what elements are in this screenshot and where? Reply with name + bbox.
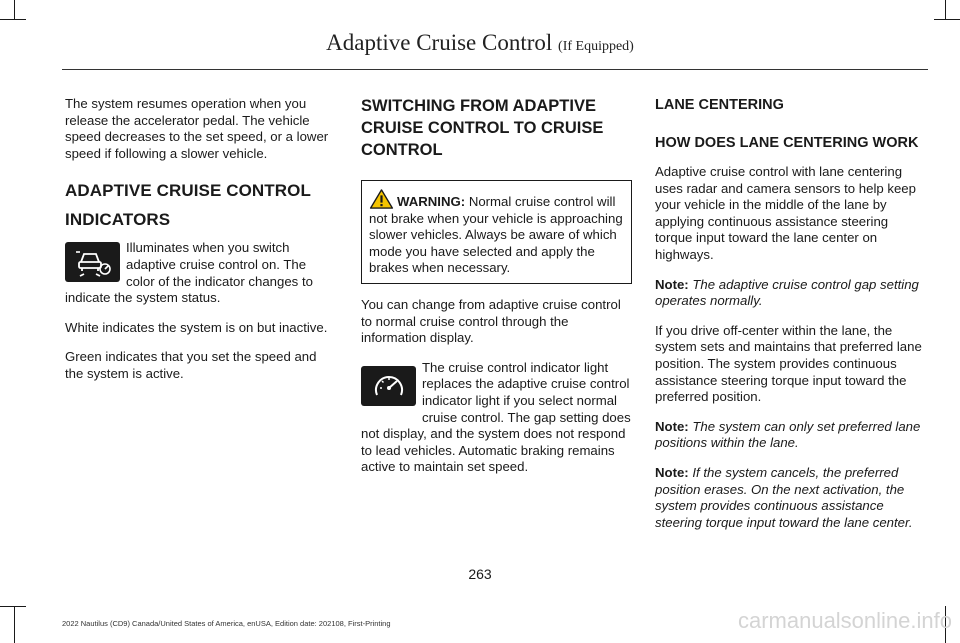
warning-text: Normal cruise control will not brake when your vehicle is approaching slower vehicles. Always be aware of which mode you have selected and apply the brakes when necessary. (369, 194, 623, 276)
section-heading-switching (361, 96, 632, 161)
note-1-text: The adaptive cruise control gap setting operates normally. (655, 276, 919, 309)
warning-box (361, 180, 632, 284)
header-title-text: Adaptive Cruise Control (326, 30, 553, 55)
heading-line-2: CRUISE CONTROL TO CRUISE (361, 119, 604, 137)
note-label: Note: (655, 464, 689, 480)
note-1 (655, 277, 926, 310)
column-1 (65, 96, 336, 396)
page-number: 263 (468, 566, 492, 582)
crop-mark-top-right-v (945, 0, 946, 20)
note-3 (655, 465, 926, 531)
col3-paragraph-2: If you drive off-center within the lane, the system sets and maintains that preferred lane position. The system provides continuous assistance steering torque input toward the preferred position. (655, 322, 922, 405)
col1-paragraph-1: The system resumes operation when you release the accelerator pedal. The vehicle speed decreases to the set speed, or a lower speed if following a slower vehicle. (65, 96, 329, 161)
cruise-indicator-description: The cruise control indicator light replaces the adaptive cruise control indicator light if you select normal cruise control. The gap setting does not display, and the system does not respond to lead vehicles. Automatic braking remains active to maintain set speed. (361, 359, 631, 475)
note-3-text: If the system cancels, the preferred position erases. On the next activation, the system provides continuous assistance steering torque input toward the lane center. (655, 464, 913, 530)
crop-mark-top-right-h (934, 19, 960, 20)
column-2 (361, 96, 632, 489)
page-header-title (0, 30, 960, 56)
heading-lane-centering: LANE CENTERING (655, 97, 784, 113)
column-3 (655, 96, 926, 544)
adaptive-cruise-indicator-icon (65, 242, 120, 282)
note-label: Note: (655, 418, 689, 434)
footer-edition-text: 2022 Nautilus (CD9) Canada/United States of America, enUSA, Edition date: 202108, First-Printing (62, 619, 391, 628)
heading-how-lane-centering-works: HOW DOES LANE CENTERING WORK (655, 135, 919, 151)
heading-line-3: CONTROL (361, 141, 443, 159)
indicator-description: Illuminates when you switch adaptive cruise control on. The color of the indicator changes to indicate the system status. (65, 240, 313, 306)
crop-mark-top-left-h (0, 19, 26, 20)
col2-paragraph-1: You can change from adaptive cruise control to normal cruise control through the information display. (361, 296, 621, 346)
col1-paragraph-green: Green indicates that you set the speed and the system is active. (65, 349, 317, 381)
heading-line-1: ADAPTIVE CRUISE CONTROL (65, 181, 311, 201)
warning-label: WARNING: (397, 194, 466, 209)
cruise-indicator-block (361, 360, 632, 476)
crop-mark-bottom-left-h (0, 606, 26, 607)
watermark: carmanualsonline.info (737, 608, 952, 633)
header-subtitle: (If Equipped) (558, 39, 634, 54)
header-divider (62, 69, 928, 70)
heading-line-2: INDICATORS (65, 210, 171, 230)
note-2 (655, 419, 926, 452)
crop-mark-bottom-left-v (14, 606, 15, 643)
section-heading-acc-indicators (65, 180, 336, 230)
col1-paragraph-white: White indicates the system is on but inactive. (65, 319, 328, 335)
indicator-block (65, 240, 336, 319)
warning-triangle-icon (369, 189, 394, 209)
col3-paragraph-1: Adaptive cruise control with lane centering uses radar and camera sensors to help keep your vehicle in the middle of the lane by applying continuous assistance steering torque input toward the lane center on highways. (655, 164, 916, 262)
crop-mark-top-left-v (14, 0, 15, 20)
heading-line-1: SWITCHING FROM ADAPTIVE (361, 97, 596, 115)
cruise-control-speedometer-icon (361, 366, 416, 406)
note-label: Note: (655, 276, 689, 292)
note-2-text: The system can only set preferred lane positions within the lane. (655, 418, 921, 451)
